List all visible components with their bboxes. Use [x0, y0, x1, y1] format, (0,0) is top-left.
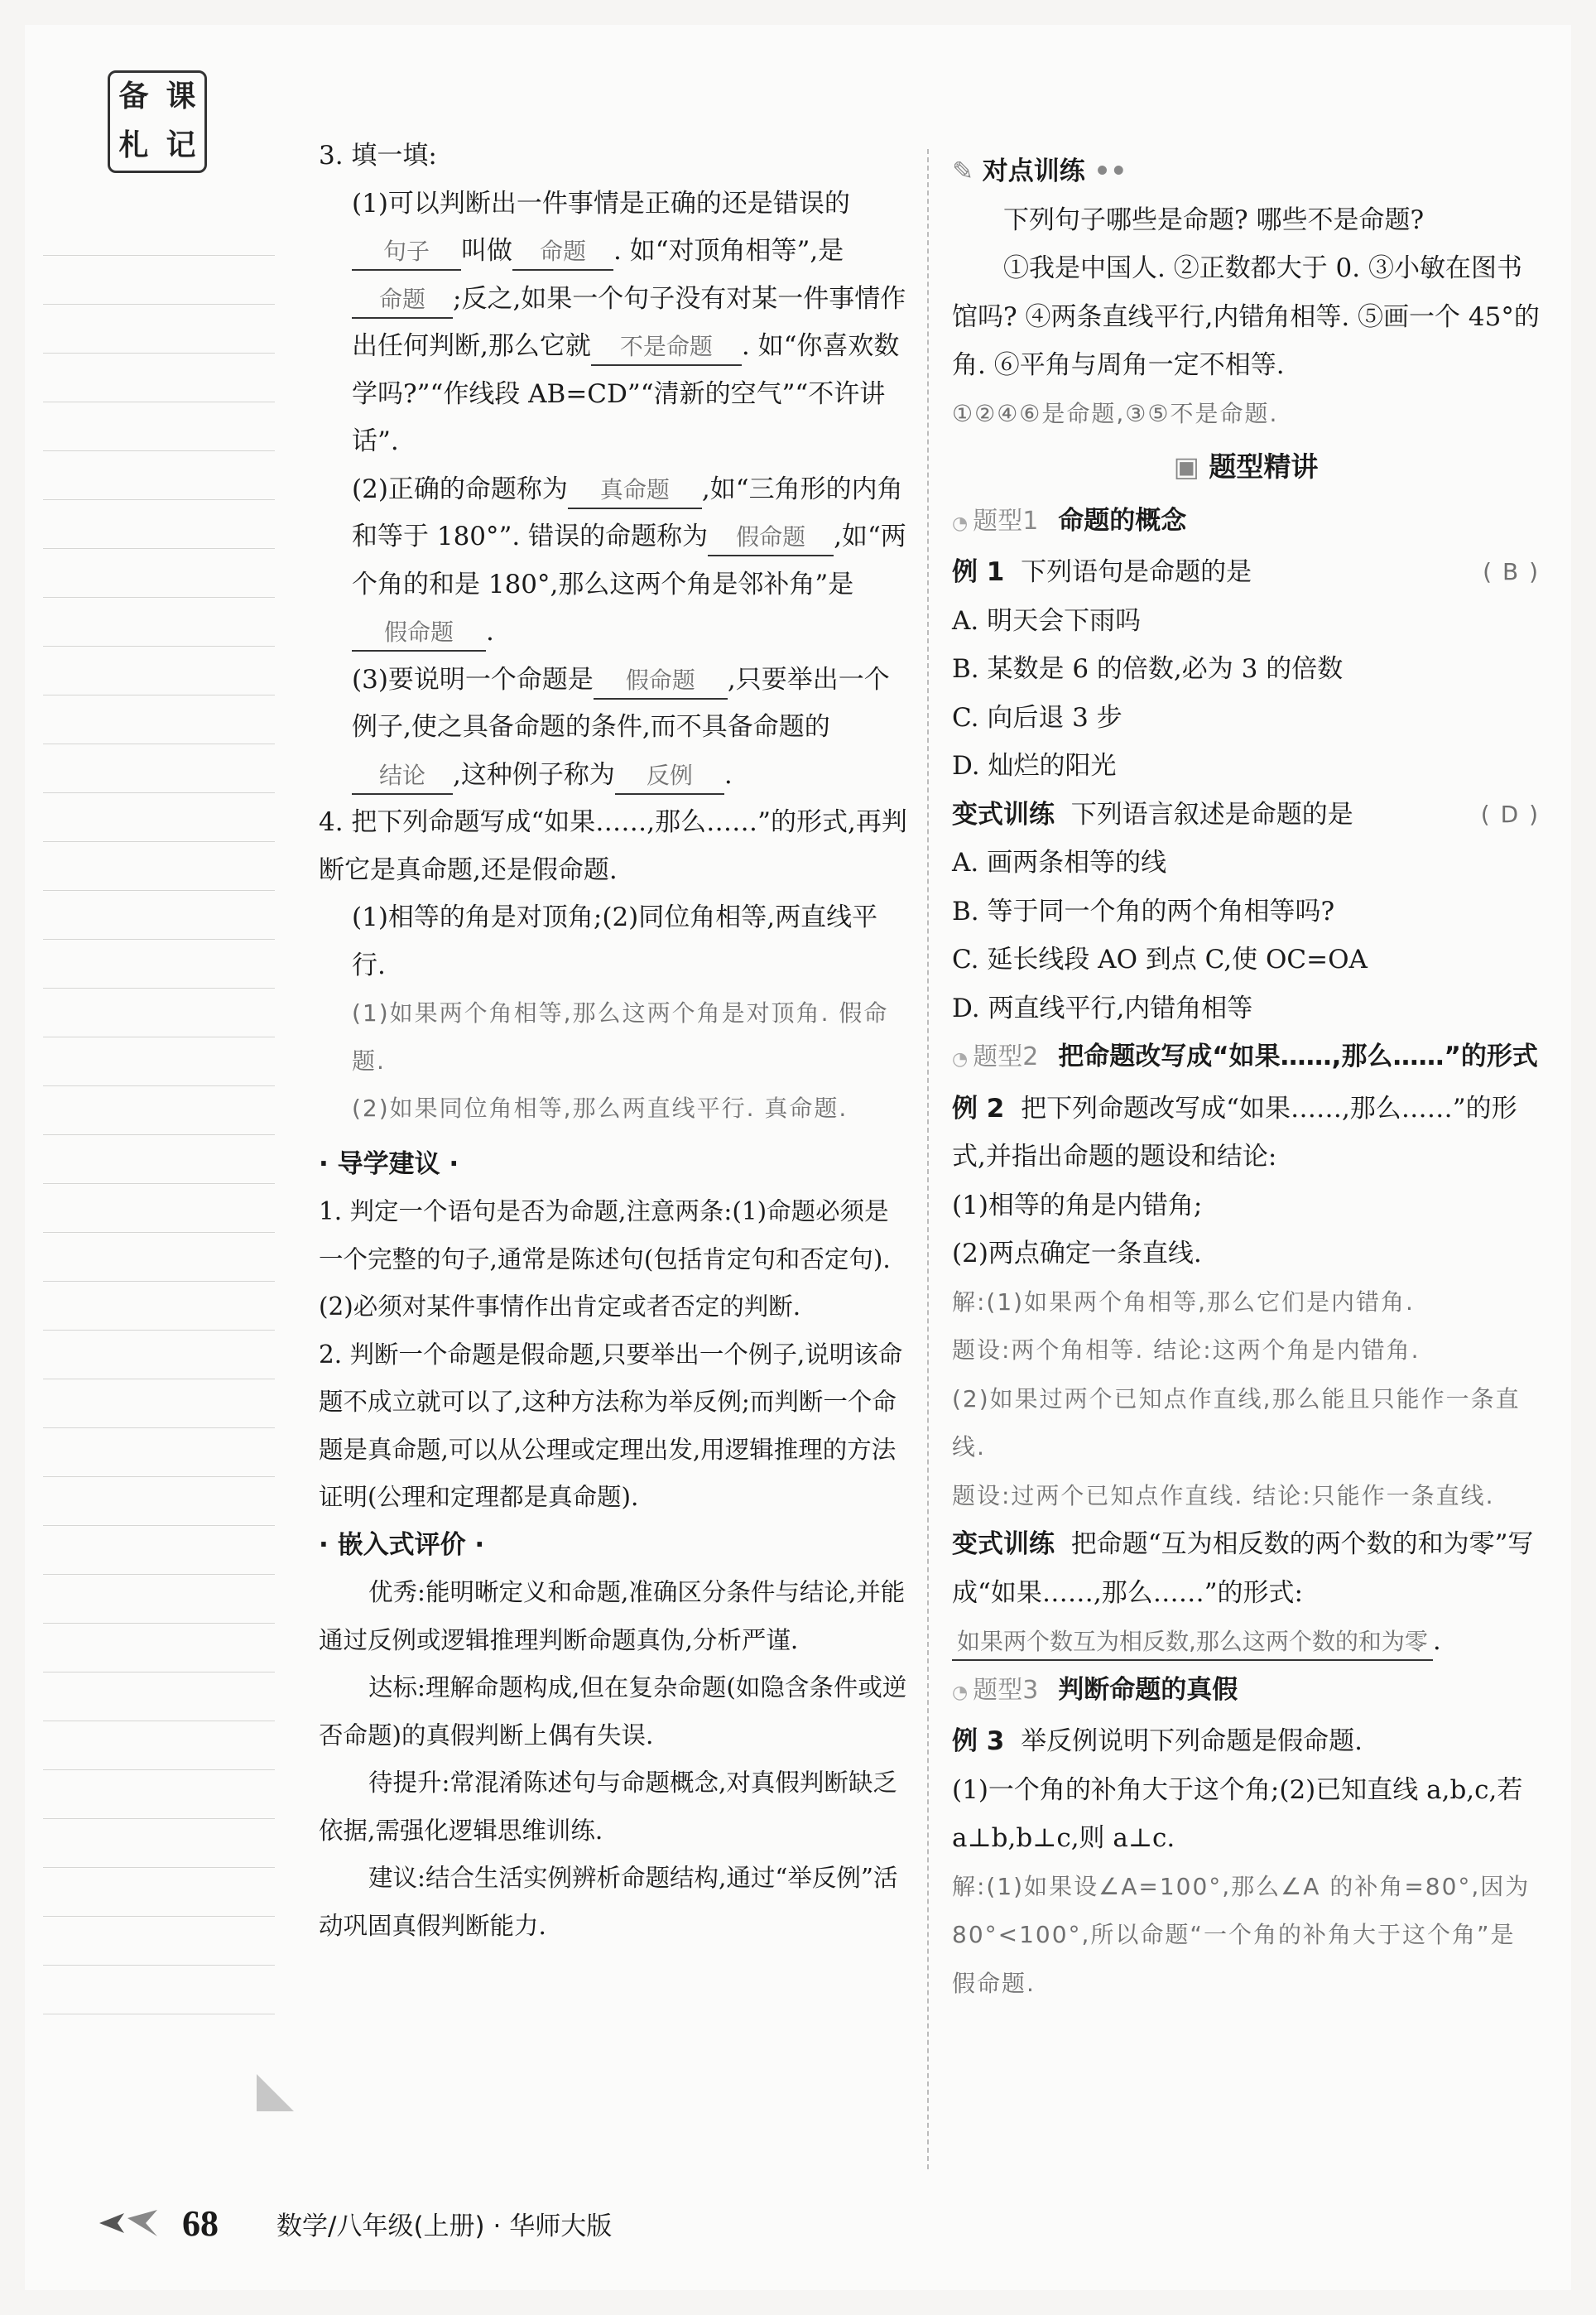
badge-char: 备 — [118, 79, 149, 113]
practice-question: 下列句子哪些是命题? 哪些不是命题? — [1003, 205, 1425, 235]
answer-blank: 命题 — [512, 234, 613, 271]
text: 叫做 — [461, 236, 512, 266]
column-divider — [927, 149, 929, 2169]
solution: 题设:过两个已知点作直线. 结论:只能作一条直线. — [952, 1481, 1495, 1509]
text: . 如“对顶角相等”,是 — [613, 236, 844, 266]
text: 下列语言叙述是命题的是 — [1070, 799, 1353, 830]
book-icon: ▣ — [1173, 450, 1209, 483]
label: 例 2 — [952, 1093, 1005, 1124]
label: 变式训练 — [952, 799, 1055, 830]
label: 例 3 — [952, 1726, 1005, 1756]
label: 例 1 — [952, 557, 1005, 587]
notes-badge — [108, 70, 207, 173]
q3-part1 — [319, 180, 911, 466]
pencil-icon: ✎ — [952, 156, 983, 186]
text: ,如“三角形的内角和等于 180°”. 错误的命题称为 — [352, 474, 903, 551]
q3-part2 — [319, 466, 911, 657]
page-number: 68 — [182, 2202, 219, 2244]
option: C. 延长线段 AO 到点 C,使 OC=OA — [952, 945, 1368, 975]
text: ,这种例子称为 — [453, 759, 615, 790]
q4-items: (1)相等的角是对顶角;(2)同位角相等,两直线平行. — [352, 902, 878, 980]
guide-heading: · 导学建议 · — [319, 1148, 459, 1179]
text: ,如“两个角的和是 180°,那么这两个角是邻补角”是 — [352, 522, 906, 599]
solution: 题设:两个角相等. 结论:这两个角是内错角. — [952, 1336, 1421, 1364]
answer-blank: 真命题 — [568, 473, 702, 509]
answer: ( D ) — [1480, 800, 1540, 828]
answer-blank: 不是命题 — [591, 330, 742, 366]
type-tag: ◔ 题型2 — [952, 1033, 1038, 1085]
guide-item-1: 1. 判定一个语句是否为命题,注意两条:(1)命题必须是一个完整的句子,通常是陈述句(包括肯定句和否定句). (2)必须对某件事情作出肯定或者否定的判断. — [319, 1197, 891, 1321]
type-title: 把命题改写成“如果……,那么……”的形式 — [1058, 1042, 1538, 1071]
eval-excellent: 优秀:能明晰定义和命题,准确区分条件与结论,并能通过反例或逻辑推理判断命题真伪,分析严谨. — [319, 1578, 906, 1654]
items: (1)一个角的补角大于这个角;(2)已知直线 a,b,c,若 a⊥b,b⊥c,则 a⊥c. — [952, 1774, 1523, 1853]
guide-item-2: 2. 判断一个命题是假命题,只要举出一个例子,说明该命题不成立就可以了,这种方法称为举反例;而判断一个命题是真命题,可以从公理或定理出发,用逻辑推理的方法证明(公理和定理都是真命题). — [319, 1340, 903, 1511]
example3 — [952, 1717, 1540, 1766]
option: A. 明天会下雨吗 — [952, 605, 1142, 636]
option: B. 某数是 6 的倍数,必为 3 的倍数 — [952, 654, 1344, 684]
text: 对点训练 — [982, 156, 1085, 186]
text: . — [723, 759, 733, 790]
solution: (2)如果过两个已知点作直线,那么能且只能作一条直线. — [952, 1384, 1521, 1461]
right-column — [952, 147, 1540, 2008]
text: 把命题“互为相反数的两个数的和为零”写成“如果……,那么……”的形式: — [952, 1529, 1534, 1608]
q3-title: 3. 填一填: — [319, 141, 437, 171]
text: 下列语句是命题的是 — [1021, 557, 1252, 587]
badge-char: 课 — [166, 79, 196, 113]
option: A. 画两条相等的线 — [952, 848, 1167, 878]
text: (3)要说明一个命题是 — [352, 664, 594, 695]
badge-char: 记 — [166, 128, 196, 162]
type1-header — [952, 497, 1540, 549]
item: (2)两点确定一条直线. — [952, 1239, 1202, 1268]
text: . — [1432, 1626, 1441, 1656]
q4-answer-2: (2)如果同位角相等,那么两直线平行. 真命题. — [352, 1095, 848, 1122]
variant2 — [952, 1520, 1540, 1666]
option: C. 向后退 3 步 — [952, 702, 1122, 733]
option: D. 两直线平行,内错角相等 — [952, 993, 1253, 1023]
variant1 — [952, 791, 1540, 840]
q4-answer-1: (1)如果两个角相等,那么这两个角是对顶角. 假命题. — [352, 999, 889, 1075]
text: . — [486, 617, 494, 647]
type2-header — [952, 1032, 1540, 1085]
text: 题型精讲 — [1209, 450, 1319, 483]
solution: 解:(1)如果两个角相等,那么它们是内错角. — [952, 1287, 1415, 1316]
solution: 解:(1)如果设∠A=100°,那么∠A 的补角=80°,因为 80°<100°,所以命题“一个角的补角大于这个角”是假命题. — [952, 1872, 1531, 1997]
answer-blank: 假命题 — [594, 663, 728, 700]
eval-improve: 待提升:常混淆陈述句与命题概念,对真假判断缺乏依据,需强化逻辑思维训练. — [319, 1769, 897, 1845]
answer-blank: 命题 — [352, 282, 453, 319]
text: (1)可以判断出一件事情是正确的还是错误的 — [352, 188, 850, 219]
option: D. 灿烂的阳光 — [952, 751, 1117, 781]
text: 举反例说明下列命题是假命题. — [1021, 1726, 1363, 1756]
type-title: 命题的概念 — [1058, 505, 1187, 536]
answer-blank: 如果两个数互为相反数,那么这两个数的和为零 — [952, 1624, 1433, 1661]
left-column — [319, 132, 911, 1950]
label: 变式训练 — [952, 1529, 1055, 1559]
type-tag: ◔ 题型3 — [952, 1667, 1038, 1718]
answer: ( B ) — [1483, 558, 1540, 585]
type-tag: ◔ 题型1 — [952, 498, 1038, 549]
answer-blank: 反例 — [615, 758, 724, 795]
types-heading — [952, 443, 1540, 492]
example2 — [952, 1085, 1540, 1182]
item: (1)相等的角是内错角; — [952, 1190, 1203, 1220]
eval-heading: · 嵌入式评价 · — [319, 1529, 485, 1560]
eval-suggest: 建议:结合生活实例辨析命题结构,通过“举反例”活动巩固真假判断能力. — [319, 1864, 898, 1940]
text: ;反之,如果一个句子没有对某一件事情作出任何判断,那么它就 — [352, 283, 906, 361]
text: 把下列命题改写成“如果……,那么……”的形式,并指出命题的题设和结论: — [952, 1093, 1517, 1172]
book-title: 数学/八年级(上册) · 华师大版 — [276, 2211, 613, 2241]
answer-blank: 假命题 — [352, 615, 486, 652]
arrow-decoration-icon — [99, 2207, 157, 2240]
answer-blank: 结论 — [352, 758, 453, 795]
note-lines — [43, 207, 275, 2014]
text: (2)正确的命题称为 — [352, 474, 568, 504]
example1 — [952, 548, 1540, 597]
eval-pass: 达标:理解命题构成,但在复杂命题(如隐含条件或逆否命题)的真假判断上偶有失误. — [319, 1673, 907, 1749]
practice-heading: ✎ 对点训练 •• — [952, 156, 1127, 186]
badge-char: 札 — [118, 128, 149, 162]
option: B. 等于同一个角的两个角相等吗? — [952, 896, 1335, 926]
type-title: 判断命题的真假 — [1058, 1674, 1238, 1705]
q4-title: 4. 把下列命题写成“如果……,那么……”的形式,再判断它是真命题,还是假命题. — [319, 807, 907, 885]
corner-triangle-icon — [257, 2074, 294, 2111]
type3-header — [952, 1666, 1540, 1718]
practice-answer: ①②④⑥是命题,③⑤不是命题. — [952, 399, 1279, 427]
page-footer — [99, 2194, 612, 2252]
text: ,只要举出一个例子,使之具备命题的条件,而不具备命题的 — [352, 664, 890, 742]
q3-part3 — [319, 657, 911, 800]
answer-blank: 假命题 — [708, 520, 834, 556]
answer-blank: 句子 — [352, 234, 461, 271]
practice-items: ①我是中国人. ②正数都大于 0. ③小敏在图书馆吗? ④两条直线平行,内错角相等. ⑤画一个 45°的角. ⑥平角与周角一定不相等. — [952, 253, 1540, 380]
text: . 如“你喜欢数学吗?”“作线段 AB=CD”“清新的空气”“不许讲话”. — [352, 331, 900, 456]
